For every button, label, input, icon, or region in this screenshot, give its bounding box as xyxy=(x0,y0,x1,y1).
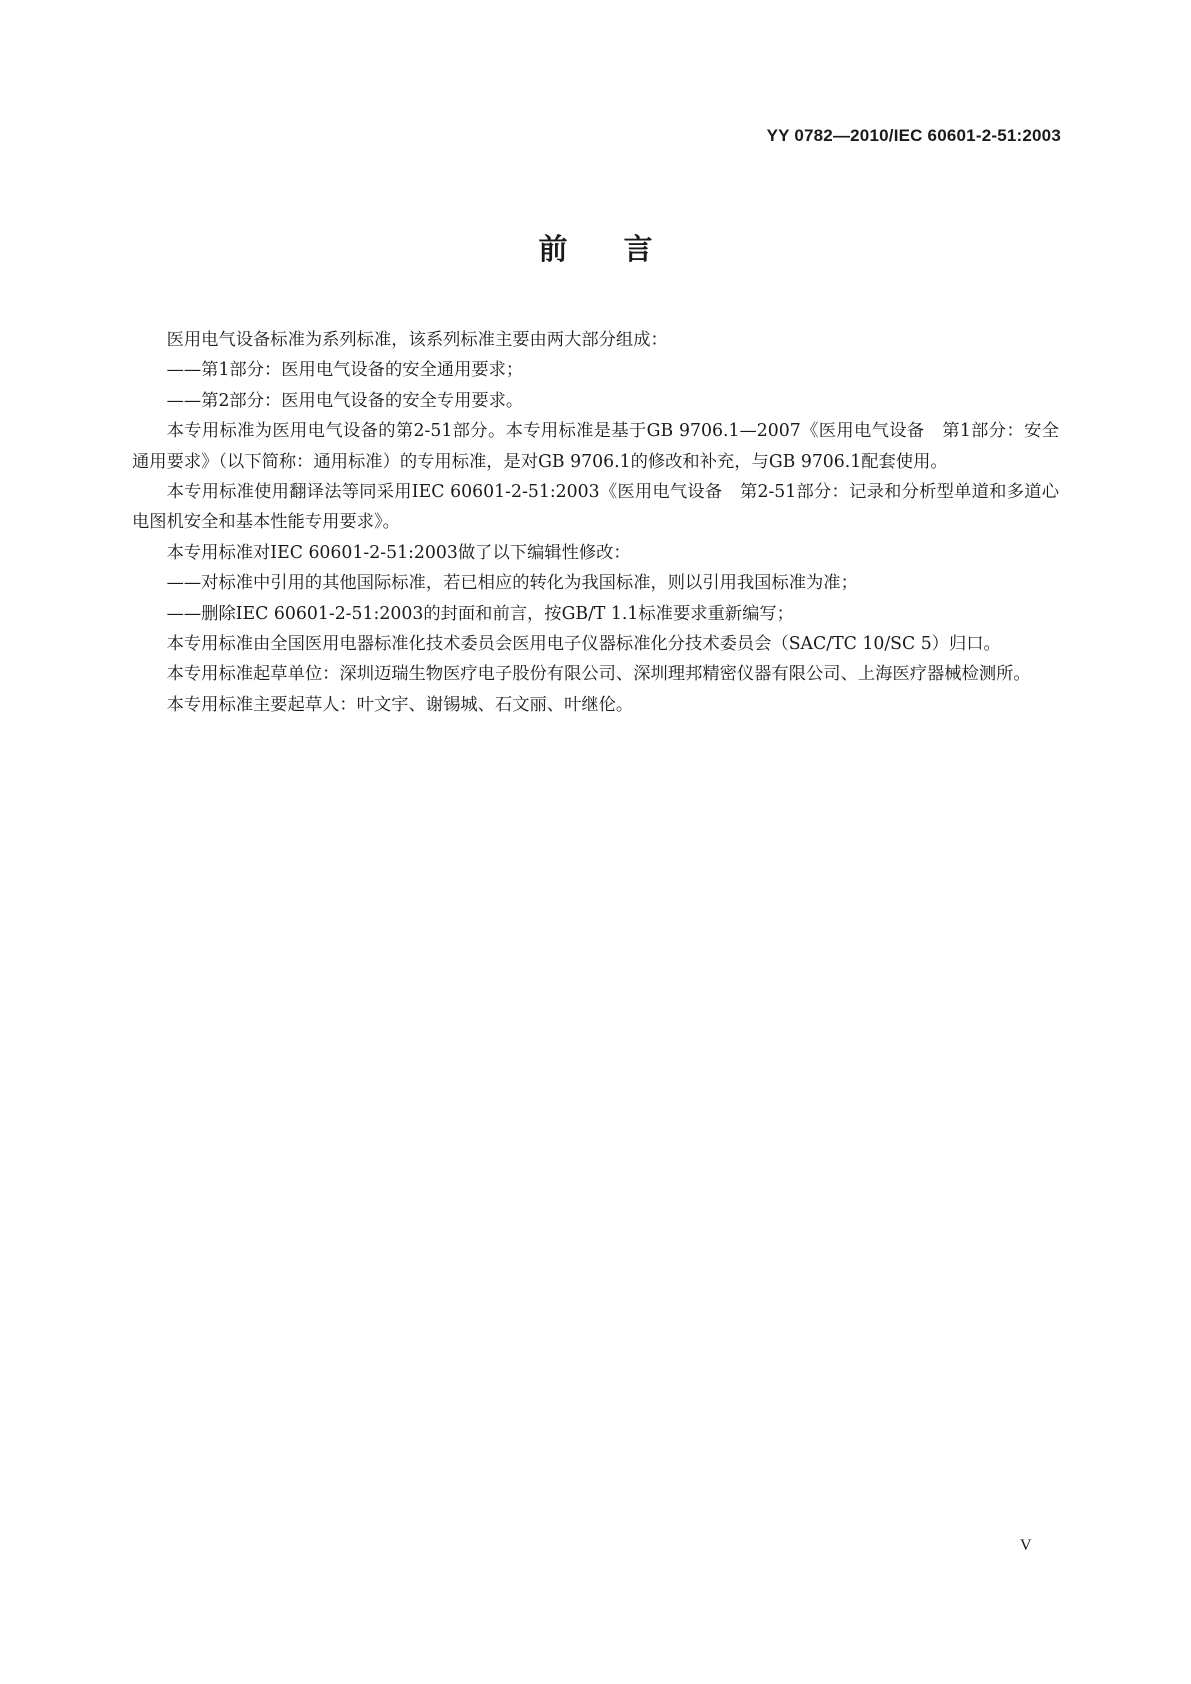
standard-code-header: YY 0782—2010/IEC 60601-2-51:2003 xyxy=(766,126,1061,145)
page-title: 前言 xyxy=(538,232,709,266)
list-item: ——对标准中引用的其他国际标准，若已相应的转化为我国标准，则以引用我国标准为准； xyxy=(166,573,858,594)
paragraph: 本专用标准起草单位：深圳迈瑞生物医疗电子股份有限公司、深圳理邦精密仪器有限公司、上海医疗器械检测所。 xyxy=(166,664,1031,685)
paragraph: 医用电气设备标准为系列标准，该系列标准主要由两大部分组成： xyxy=(166,330,668,350)
paragraph: 本专用标准主要起草人：叶文宇、谢锡城、石文丽、叶继伦。 xyxy=(166,694,634,715)
list-item: ——第2部分：医用电气设备的安全专用要求。 xyxy=(166,390,524,411)
paragraph: 本专用标准由全国医用电器标准化技术委员会医用电子仪器标准化分技术委员会（SAC/TC 10/SC 5）归口。 xyxy=(166,634,1001,655)
list-item: ——删除IEC 60601-2-51:2003的封面和前言，按GB/T 1.1标准要求重新编写； xyxy=(166,603,794,624)
list-item: ——第1部分：医用电气设备的安全通用要求； xyxy=(166,360,524,381)
page-number: V xyxy=(1020,1537,1032,1554)
paragraph: 本专用标准使用翻译法等同采用IEC 60601-2-51:2003《医用电气设备 第2-51部分：记录和分析型单道和多道心电图机安全和基本性能专用要求》。 xyxy=(132,482,1059,533)
paragraph: 本专用标准为医用电气设备的第2-51部分。本专用标准是基于GB 9706.1—2007《医用电气设备 第1部分：安全通用要求》（以下简称：通用标准）的专用标准，是对GB 9706.1的修改和补充，与GB 9706.1配套使用。 xyxy=(132,421,1059,472)
paragraph: 本专用标准对IEC 60601-2-51:2003做了以下编辑性修改： xyxy=(166,542,631,563)
foreword-body xyxy=(132,325,1059,720)
